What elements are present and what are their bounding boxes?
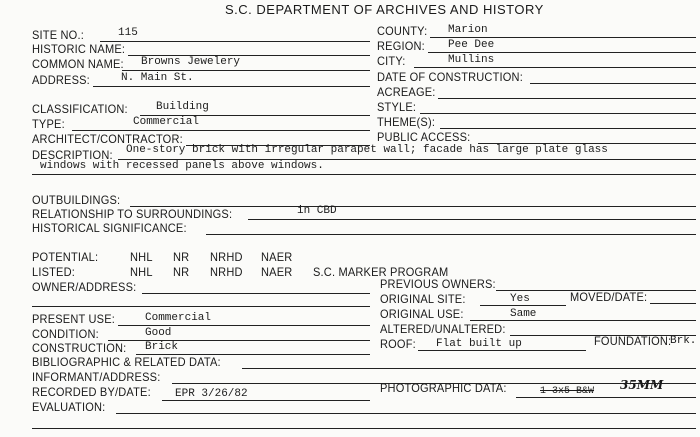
moved-date-line xyxy=(650,303,696,304)
previous-owners-label: PREVIOUS OWNERS: xyxy=(380,277,496,291)
classification-value: Building xyxy=(156,101,209,113)
informant-label: INFORMANT/ADDRESS: xyxy=(32,370,161,384)
present-use-label: PRESENT USE: xyxy=(32,312,115,326)
foundation-value: Brk. xyxy=(670,335,697,347)
address-value: N. Main St. xyxy=(121,72,194,84)
photographic-value: 1 3x5 B&W xyxy=(540,386,595,397)
historic-name-label: HISTORIC NAME: xyxy=(32,42,126,56)
construction-value: Brick xyxy=(145,341,179,353)
city-value: Mullins xyxy=(448,54,495,66)
potential-nr: NR xyxy=(173,250,190,264)
potential-nhl: NHL xyxy=(130,250,153,264)
county-value: Marion xyxy=(448,24,488,36)
roof-line xyxy=(418,350,586,351)
recorded-line xyxy=(162,400,370,401)
description-line-1: One-story brick with irregular parapet wall; facade has large plate glass xyxy=(126,144,608,156)
description-rule-2 xyxy=(32,174,696,175)
theme-label: THEME(S): xyxy=(377,115,436,129)
common-name-value: Browns Jewelery xyxy=(141,56,241,68)
classification-label: CLASSIFICATION: xyxy=(32,102,128,116)
marker-program: S.C. MARKER PROGRAM xyxy=(313,265,449,279)
evaluation-label: EVALUATION: xyxy=(32,400,106,414)
listed-label: LISTED: xyxy=(32,265,76,279)
original-site-value: Yes xyxy=(510,293,530,305)
historical-significance-line xyxy=(206,234,696,235)
original-use-line xyxy=(470,320,696,321)
evaluation-line-2 xyxy=(32,428,696,429)
potential-nrhd: NRHD xyxy=(210,250,243,264)
roof-value: Flat built up xyxy=(436,338,522,350)
outbuildings-label: OUTBUILDINGS: xyxy=(32,193,121,207)
bibliographic-label: BIBLIOGRAPHIC & RELATED DATA: xyxy=(32,355,221,369)
photographic-handwritten: 35MM xyxy=(620,378,664,392)
address-label: ADDRESS: xyxy=(32,73,90,87)
type-label: TYPE: xyxy=(32,117,65,131)
recorded-label: RECORDED BY/DATE: xyxy=(32,385,151,399)
type-line xyxy=(72,130,370,131)
present-use-value: Commercial xyxy=(145,312,212,324)
city-line xyxy=(414,67,696,68)
listed-nhl: NHL xyxy=(130,265,153,279)
altered-label: ALTERED/UNALTERED: xyxy=(380,322,506,336)
original-use-value: Same xyxy=(510,308,537,320)
description-label: DESCRIPTION: xyxy=(32,148,113,162)
site-no-label: SITE NO.: xyxy=(32,28,84,42)
acreage-label: ACREAGE: xyxy=(377,85,436,99)
evaluation-line xyxy=(116,413,696,414)
listed-naer: NAER xyxy=(261,265,293,279)
moved-date-label: MOVED/DATE: xyxy=(570,290,648,304)
architect-label: ARCHITECT/CONTRACTOR: xyxy=(32,132,183,146)
photographic-label: PHOTOGRAPHIC DATA: xyxy=(380,381,507,395)
historical-significance-label: HISTORICAL SIGNIFICANCE: xyxy=(32,221,187,235)
region-label: REGION: xyxy=(377,39,425,53)
common-name-label: COMMON NAME: xyxy=(32,57,124,71)
description-line-2: windows with recessed panels above windows. xyxy=(40,160,324,172)
potential-naer: NAER xyxy=(261,250,293,264)
county-line xyxy=(430,37,696,38)
original-site-label: ORIGINAL SITE: xyxy=(380,292,466,306)
condition-label: CONDITION: xyxy=(32,327,99,341)
region-value: Pee Dee xyxy=(448,39,495,51)
construction-label: CONSTRUCTION: xyxy=(32,341,127,355)
style-label: STYLE: xyxy=(377,100,417,114)
bibliographic-line xyxy=(242,368,696,369)
relationship-value: in CBD xyxy=(297,205,337,217)
city-label: CITY: xyxy=(377,54,406,68)
public-access-label: PUBLIC ACCESS: xyxy=(377,130,471,144)
theme-line xyxy=(440,128,696,129)
condition-value: Good xyxy=(145,327,172,339)
date-construction-label: DATE OF CONSTRUCTION: xyxy=(377,70,523,84)
potential-label: POTENTIAL: xyxy=(32,250,99,264)
county-label: COUNTY: xyxy=(377,24,428,38)
owner-address-line xyxy=(142,293,370,294)
listed-nrhd: NRHD xyxy=(210,265,243,279)
site-no-line xyxy=(100,41,370,42)
foundation-label: FOUNDATION: xyxy=(594,334,672,348)
form-title: S.C. DEPARTMENT OF ARCHIVES AND HISTORY xyxy=(225,2,544,17)
acreage-line xyxy=(438,98,696,99)
recorded-value: EPR 3/26/82 xyxy=(175,388,248,400)
roof-label: ROOF: xyxy=(380,337,416,351)
present-use-line xyxy=(118,325,370,326)
relationship-line xyxy=(248,219,696,220)
site-no-value: 115 xyxy=(118,27,138,39)
owner-address-label: OWNER/ADDRESS: xyxy=(32,280,137,294)
region-line xyxy=(428,52,696,53)
address-line xyxy=(93,86,370,87)
original-site-line xyxy=(480,305,566,306)
listed-nr: NR xyxy=(173,265,190,279)
date-construction-line xyxy=(530,83,696,84)
type-value: Commercial xyxy=(133,116,200,128)
relationship-label: RELATIONSHIP TO SURROUNDINGS: xyxy=(32,207,233,221)
style-line xyxy=(420,113,696,114)
original-use-label: ORIGINAL USE: xyxy=(380,307,464,321)
common-name-line xyxy=(122,70,370,71)
photographic-line xyxy=(516,397,696,398)
owner-address-line-2 xyxy=(32,306,370,307)
